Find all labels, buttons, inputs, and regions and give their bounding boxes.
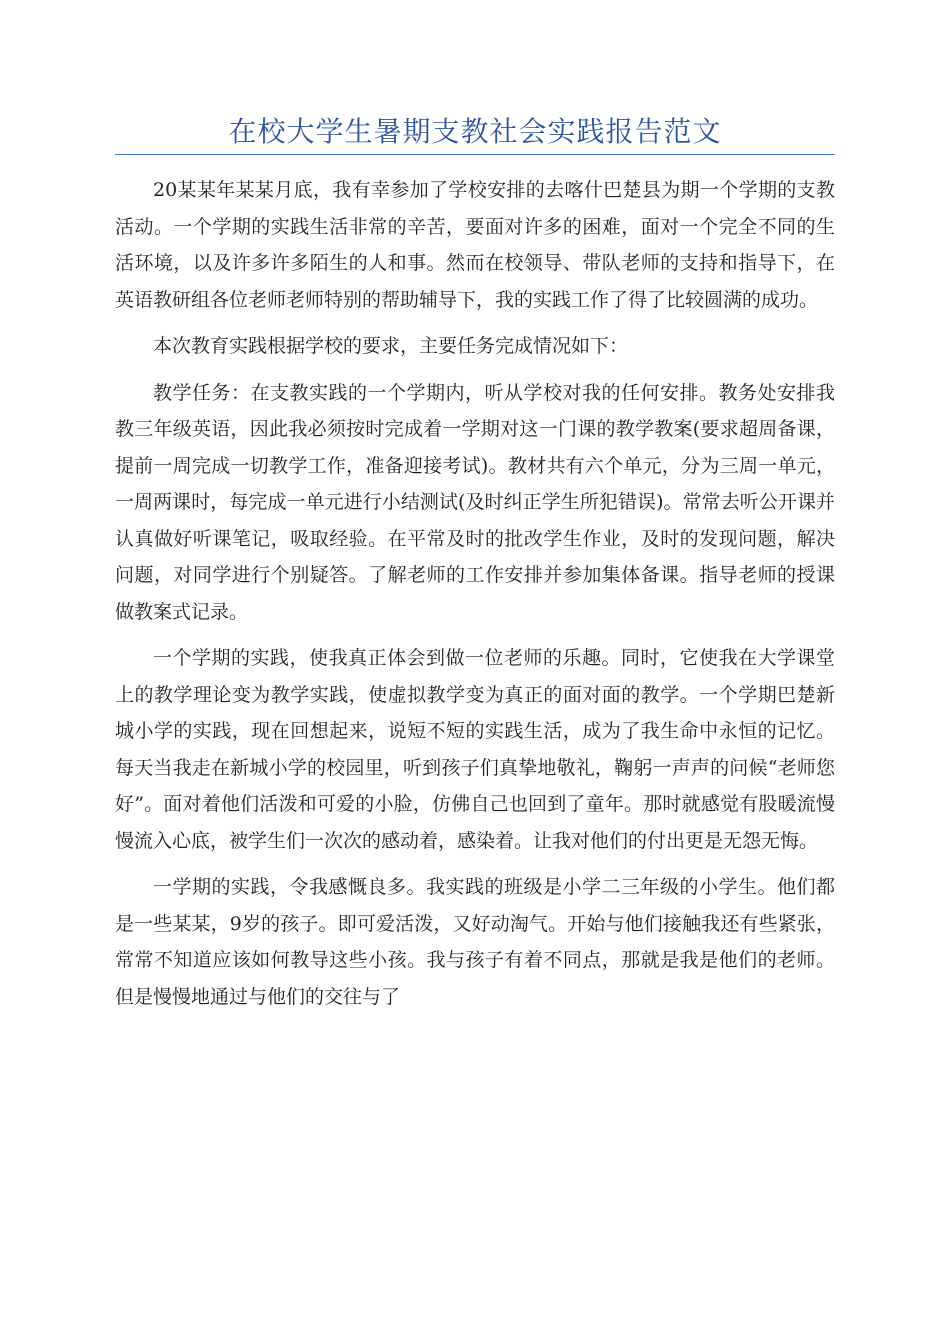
paragraph-students: 一学期的实践，令我感慨良多。我实践的班级是小学二三年级的小学生。他们都是一些某某，9岁的孩子。即可爱活泼，又好动淘气。开始与他们接触我还有些紧张，常常不知道应该如何教导这些小孩。我与孩子有着不同点，那就是我是他们的老师。但是慢慢地通过与他们的交往与了 — [115, 876, 835, 1008]
paragraph-tasks-heading: 本次教育实践根据学校的要求，主要任务完成情况如下： — [153, 335, 629, 357]
paragraph-teaching-tasks: 教学任务：在支教实践的一个学期内，听从学校对我的任何安排。教务处安排我教三年级英语，因此我必须按时完成着一学期对这一门课的教学教案(要求超周备课，提前一周完成一切教学工作，准备迎接考试)。教材共有六个单元，分为三周一单元，一周两课时，每完成一单元进行小结测试(及时纠正学生所犯错误)。常常去听公开课并认真做好听课笔记，吸取经验。在平常及时的批改学生作业，及时的发现问题，解决问题，对同学进行个别疑答。了解老师的工作安排并参加集体备课。指导老师的授课做教案式记录。 — [115, 381, 835, 623]
document-body — [115, 172, 835, 1025]
paragraph-intro: 20某某年某某月底，我有幸参加了学校安排的去喀什巴楚县为期一个学期的支教活动。一个学期的实践生活非常的辛苦，要面对许多的困难，面对一个完全不同的生活环境，以及许多许多陌生的人和事。然而在校领导、带队老师的支持和指导下，在英语教研组各位老师老师特别的帮助辅导下，我的实践工作了得了比较圆满的成功。 — [115, 179, 835, 311]
title-underline — [115, 154, 835, 155]
paragraph-reflection: 一个学期的实践，使我真正体会到做一位老师的乐趣。同时，它使我在大学课堂上的教学理论变为教学实践，使虚拟教学变为真正的面对面的教学。一个学期巴楚新城小学的实践，现在回想起来，说短不短的实践生活，成为了我生命中永恒的记忆。每天当我走在新城小学的校园里，听到孩子们真挚地敬礼，鞠躬一声声的问候“老师您好”。面对着他们活泼和可爱的小脸，仿佛自己也回到了童年。那时就感觉有股暖流慢慢流入心底，被学生们一次次的感动着，感染着。让我对他们的付出更是无怨无悔。 — [115, 647, 835, 852]
document-title: 在校大学生暑期支教社会实践报告范文 — [228, 115, 722, 148]
